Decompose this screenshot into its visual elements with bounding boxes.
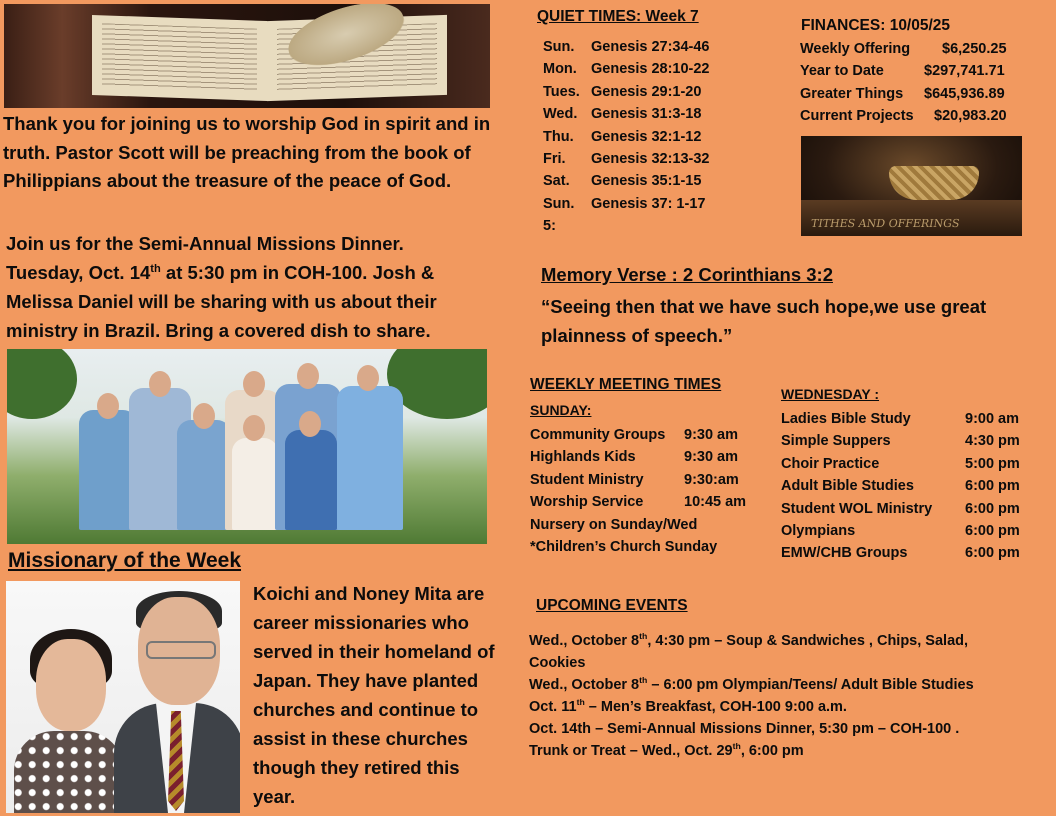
missionary-description: Koichi and Noney Mita are career missionaries who served in their homeland of Japan. They have planted churches and continue to assist in these churches though they retired this year.	[253, 583, 495, 807]
wednesday-label: WEDNESDAY :	[781, 386, 880, 402]
list-item: Student WOL Ministry 6:00 pm	[781, 500, 1020, 517]
missions-dinner-announcement	[6, 229, 501, 345]
missionary-family-photo	[7, 349, 487, 544]
sunday-label: SUNDAY:	[530, 402, 592, 418]
weekly-meeting-times-title: WEEKLY MEETING TIMES	[530, 376, 722, 393]
list-item: Student Ministry 9:30:am	[530, 471, 739, 488]
list-item: Tues. Genesis 29:1-20	[543, 83, 702, 100]
list-item: Wed. Genesis 31:3-18	[543, 106, 702, 123]
quiet-times-list	[543, 36, 710, 238]
list-item: Year to Date $297,741.71	[800, 63, 1005, 80]
list-item: Community Groups 9:30 am	[530, 427, 739, 443]
mita-couple-photo	[6, 581, 240, 813]
list-item: 5:	[543, 218, 556, 235]
list-item: Sat. Genesis 35:1-15	[543, 173, 702, 190]
welcome-text: Thank you for joining us to worship God in spirit and in truth. Pastor Scott will be preaching from the book of Philippians about the treasure of the peace of God.	[3, 113, 491, 191]
dinner-line1: Join us for the Semi-Annual Missions Dinner.	[6, 233, 404, 254]
list-item: Highlands Kids 9:30 am	[530, 449, 739, 466]
list-item: Olympians 6:00 pm	[781, 523, 1020, 540]
memory-verse-text: “Seeing then that we have such hope,we use great plainness of speech.”	[541, 296, 987, 346]
list-item: *Children’s Church Sunday	[530, 539, 718, 556]
list-item: Nursery on Sunday/Wed	[530, 516, 698, 533]
bible-photo	[4, 4, 490, 108]
photo-plaque-text: TITHES AND OFFERINGS	[809, 217, 961, 230]
quiet-times-title: QUIET TIMES: Week 7	[537, 8, 699, 25]
dinner-line2-pre: Tuesday, Oct. 14	[6, 262, 151, 283]
list-item: Wed., October 8th – 6:00 pm Olympian/Teens/ Adult Bible Studies	[529, 675, 974, 693]
sunday-schedule	[530, 424, 746, 558]
offering-basket-photo	[801, 136, 1022, 236]
list-item: Simple Suppers 4:30 pm	[781, 433, 1020, 450]
list-item: Trunk or Treat – Wed., Oct. 29th, 6:00 pm	[529, 741, 804, 759]
list-item: Sun. Genesis 37: 1-17	[543, 195, 706, 212]
list-item: Weekly Offering $6,250.25	[800, 41, 1007, 57]
list-item: Wed., October 8th, 4:30 pm – Soup & Sandwiches , Chips, Salad, Cookies	[529, 631, 969, 671]
upcoming-events-title: UPCOMING EVENTS	[536, 597, 688, 614]
list-item: Oct. 14th – Semi-Annual Missions Dinner, 5:30 pm – COH-100 .	[529, 721, 960, 737]
list-item: Choir Practice 5:00 pm	[781, 455, 1020, 472]
list-item: Oct. 11th – Men’s Breakfast, COH-100 9:00 a.m.	[529, 697, 847, 715]
list-item: Current Projects $20,983.20	[800, 108, 1007, 125]
finances-title: FINANCES: 10/05/25	[801, 17, 951, 34]
finances-list	[800, 38, 1007, 128]
list-item: Worship Service 10:45 am	[530, 494, 747, 511]
list-item: EMW/CHB Groups 6:00 pm	[781, 545, 1020, 562]
wednesday-schedule	[781, 408, 1020, 565]
memory-verse-title: Memory Verse : 2 Corinthians 3:2	[541, 264, 833, 285]
list-item: Greater Things $645,936.89	[800, 85, 1005, 102]
upcoming-events-list	[529, 630, 999, 762]
list-item: Sun. Genesis 27:34-46	[543, 39, 710, 55]
missionary-of-the-week-title: Missionary of the Week	[8, 549, 242, 572]
dinner-line2-post: at 5:30 pm in COH-100. Josh & Melissa Daniel will be sharing with us about their ministry in Brazil. Bring a covered dish to share.	[6, 262, 437, 341]
dinner-line2-sup: th	[150, 262, 161, 275]
list-item: Fri. Genesis 32:13-32	[543, 151, 710, 168]
list-item: Ladies Bible Study 9:00 am	[781, 411, 1020, 427]
list-item: Adult Bible Studies 6:00 pm	[781, 478, 1020, 495]
list-item: Mon. Genesis 28:10-22	[543, 61, 710, 78]
list-item: Thu. Genesis 32:1-12	[543, 128, 702, 145]
